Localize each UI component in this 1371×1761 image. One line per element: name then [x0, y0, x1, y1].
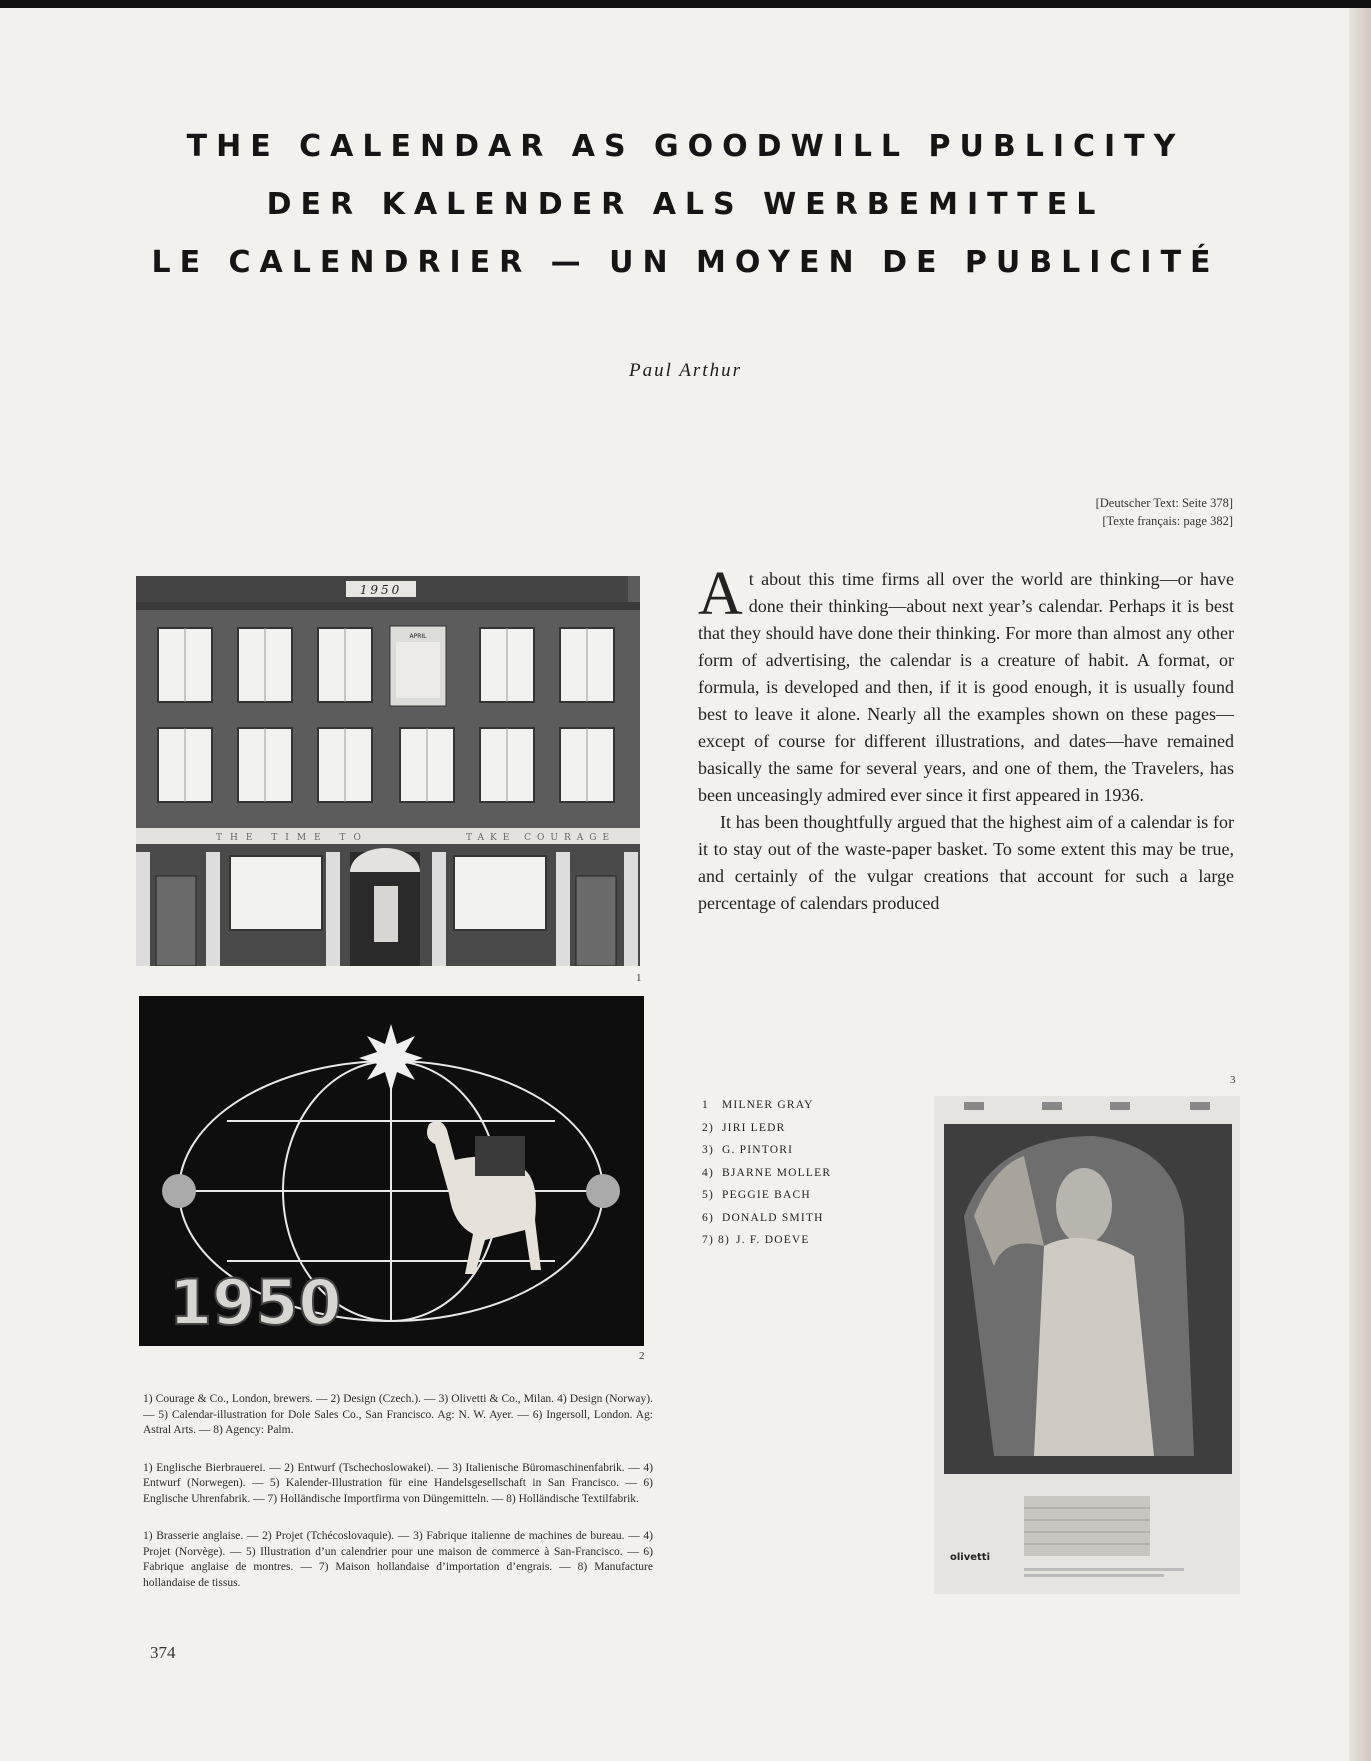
- credit-item: [702, 1139, 831, 1162]
- credit-number: 1: [702, 1099, 709, 1111]
- figure-2-number: 2: [639, 1350, 645, 1362]
- globe-illustration: [139, 996, 644, 1346]
- paragraph-2: It has been thoughtfully argued that the highest aim of a calendar is for it to stay out of the waste-paper basket. To some extent this may be true, and certainly of the vulgar creations that account for such a large percentage of calendars produced: [698, 812, 1234, 913]
- caption-french: 1) Brasserie anglaise. — 2) Projet (Tchécoslovaquie). — 3) Fabrique italienne de machines de bureau. — 4) Projet (Norvège). — 5) Illustration d’un calendrier pour une maison de commerce à San-Francisco. — 6) Fabrique anglaise de montres. — 7) Maison hollandaise d’importation d’engrais. — 8) Manufacture hollandaise de tissus.: [143, 1530, 653, 1589]
- credit-item: [702, 1229, 831, 1252]
- olivetti-calendar-illustration: [934, 1096, 1240, 1594]
- title-english: THE CALENDAR AS GOODWILL PUBLICITY: [186, 129, 1185, 164]
- title-german: DER KALENDER ALS WERBEMITTEL: [266, 187, 1105, 222]
- credit-name: DONALD SMITH: [722, 1211, 824, 1224]
- paragraph-1-text: t about this time firms all over the world are thinking—or have done their thinking—about next year’s calendar. Perhaps it is best that they should have done their thinking. For more than almost any other form of advertising, the calendar is a creature of habit. A format, or formula, is developed and then, if it is good enough, it is usually found best to leave it alone. Nearly all the examples shown on these pages—except of course for different illustrations, and dates—have remained basically the same for several years, and one of them, the Travelers, has been unceasingly admired ever since it first appeared in 1936.: [698, 569, 1234, 805]
- figure-1-number: 1: [636, 972, 642, 984]
- top-border: [0, 0, 1371, 8]
- figure-1-building: [136, 576, 640, 966]
- ref-german: [Deutscher Text: Seite 378]: [1095, 496, 1233, 510]
- page-number: 374: [150, 1643, 176, 1662]
- fig2-year: 1950: [169, 1266, 342, 1339]
- credit-item: [702, 1117, 831, 1140]
- credit-number: 5): [702, 1189, 714, 1201]
- fig1-year: 1950: [359, 583, 403, 597]
- title-french: LE CALENDRIER — UN MOYEN DE PUBLICITÉ: [151, 245, 1220, 280]
- credit-name: G. PINTORI: [722, 1144, 794, 1156]
- credit-item: [702, 1094, 831, 1117]
- credit-number: 3): [702, 1144, 714, 1156]
- drop-cap: A: [698, 560, 743, 628]
- figure-2-globe: [139, 996, 644, 1346]
- credit-name: MILNER GRAY: [722, 1099, 814, 1111]
- credit-name: J. F. DOEVE: [736, 1234, 810, 1246]
- credit-number: 7) 8): [702, 1234, 731, 1246]
- article-body: [698, 560, 1234, 917]
- credit-name: JIRI LEDR: [722, 1121, 786, 1134]
- figure-captions: [143, 1392, 653, 1613]
- credit-item: [702, 1184, 831, 1207]
- credit-number: 4): [702, 1166, 714, 1179]
- title-block: [0, 118, 1371, 292]
- ref-french: [Texte français: page 382]: [1102, 514, 1233, 528]
- caption-german: 1) Englische Bierbrauerei. — 2) Entwurf (Tschechoslowakei). — 3) Italienische Büromaschinenfabrik. — 4) Entwurf (Norwegen). — 5) Kalender-Illustration für eine Handelsgesellschaft in San Francisco. — 6) Englische Uhrenfabrik. — 7) Holländische Importfirma von Düngemitteln. — 8) Holländische Textilfabrik.: [143, 1461, 653, 1505]
- fig1-sign-left: THE TIME TO: [216, 833, 369, 843]
- fig3-brand: olivetti: [950, 1552, 991, 1563]
- paragraph-1: [698, 560, 1234, 809]
- credit-number: 2): [702, 1121, 714, 1134]
- credit-item: [702, 1207, 831, 1230]
- designer-credits: [702, 1094, 831, 1252]
- building-illustration: [136, 576, 640, 966]
- credit-item: [702, 1162, 831, 1185]
- fig1-sign-right: TAKE COURAGE: [466, 833, 616, 843]
- credit-name: PEGGIE BACH: [722, 1189, 811, 1201]
- caption-english: 1) Courage & Co., London, brewers. — 2) Design (Czech.). — 3) Olivetti & Co., Milan. 4) Design (Norway). — 5) Calendar-illustration for Dole Sales Co., San Francisco. Ag: N. W. Ayer. — 6) Ingersoll, London. Ag: Astral Arts. — 8) Agency: Palm.: [143, 1393, 653, 1436]
- credit-name: BJARNE MOLLER: [722, 1166, 832, 1179]
- author: Paul Arthur: [629, 360, 742, 381]
- translation-references: [1096, 494, 1233, 530]
- fig1-calendar-month: APRIL: [409, 633, 427, 640]
- credit-number: 6): [702, 1211, 714, 1224]
- figure-3-number: 3: [1230, 1074, 1236, 1086]
- figure-3-olivetti-calendar: [934, 1096, 1240, 1594]
